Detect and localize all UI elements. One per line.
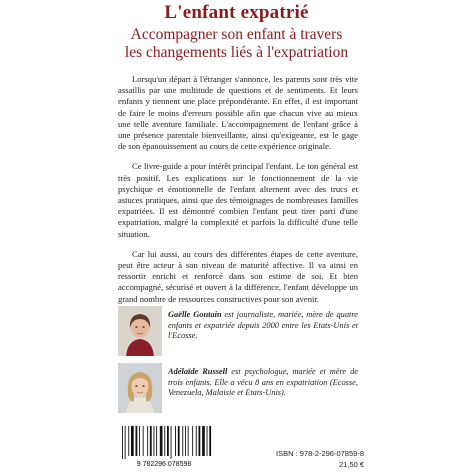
- barcode-bar: [136, 426, 138, 456]
- barcode-bar: [192, 426, 193, 456]
- price: 21,50 €: [338, 460, 364, 469]
- isbn-barcode: [116, 424, 212, 468]
- author-description-goutain: est journaliste, mariée, mère de quatre enfants et expatriée depuis 2000 entre les Etats-Unis et l'Ecosse.: [168, 310, 358, 341]
- isbn-number: ISBN : 978-2-296-07859-8: [276, 449, 364, 458]
- barcode-bar: [185, 426, 186, 456]
- barcode-bar: [131, 426, 134, 456]
- barcode-bar: [199, 426, 201, 456]
- barcode-number: 9 782296 078598: [136, 461, 192, 468]
- blurb-paragraph-3: Car lui aussi, au cours des différentes étapes de cette aventure, peut être acteur à son niveau de maturité affective. Il va ainsi en ressortir enrichi et renforcé dans son estime de soi. Et bien accompagné, sécurisé et ouvert à la différence, l'enfant développe un grand nombre de ressources constructives pour son avenir.: [118, 248, 358, 304]
- barcode-bar: [156, 426, 157, 456]
- barcode-bar: [164, 426, 165, 456]
- barcode-bar: [196, 426, 197, 456]
- author-photo-russell: [118, 363, 162, 413]
- barcode-bar: [122, 426, 123, 459]
- barcode-bar: [150, 426, 152, 456]
- blurb-text: [118, 74, 358, 314]
- barcode-bar: [175, 426, 176, 456]
- author-name-goutain: Gaëlle Goutain: [168, 310, 222, 319]
- author-bio-goutain: [168, 310, 358, 342]
- barcode-bar: [209, 426, 211, 456]
- isbn-price-block: [256, 448, 364, 470]
- barcode-bar: [178, 426, 180, 456]
- barcode-bar: [207, 426, 208, 456]
- barcode-bar: [171, 426, 172, 459]
- barcode-bar: [143, 426, 144, 456]
- author-bio-russell: [168, 367, 358, 399]
- barcode-bar: [167, 426, 169, 456]
- author-photo-goutain: [118, 306, 162, 356]
- barcode-bar: [125, 426, 126, 459]
- author-goutain: [118, 306, 358, 360]
- barcode-bar: [160, 426, 163, 456]
- barcode-bar: [139, 426, 140, 456]
- author-name-russell: Adélaïde Russell: [168, 367, 228, 376]
- subtitle-line-2: les changements liés à l'expatriation: [124, 44, 349, 61]
- barcode-bar: [147, 426, 148, 456]
- author-description-russell: est psychologue, mariée et mère de trois enfants. Elle a vécu 8 ans en expatriation (Ecosse, Venezuela, Malaisie et Etats-Unis).: [168, 367, 358, 398]
- subtitle-line-1: Accompagner son enfant à travers: [130, 26, 343, 43]
- barcode-bar: [128, 426, 129, 456]
- book-title: L'enfant expatrié: [164, 2, 309, 23]
- barcode-bar: [154, 426, 155, 456]
- author-russell: [118, 363, 358, 419]
- barcode-bar: [182, 426, 183, 456]
- barcode-bar: [202, 426, 205, 456]
- blurb-paragraph-1: Lorsqu'un départ à l'étranger s'annonce, les parents sont très vite assaillis par une multitude de questions et de sentiments. Et leurs enfants y tiennent une place prépondérante. En effet, il est important de faire le moins d'erreurs possible afin que chacun vive au mieux une telle aventure familiale. L'accompagnement de l'enfant grâce à une présence parentale bienveillante, ainsi qu'exigeante, est le gage de son épanouissement au cours de cette expérience originale.: [118, 74, 358, 152]
- barcode-bar: [188, 426, 189, 456]
- book-subtitle: [0, 26, 473, 62]
- blurb-paragraph-2: Ce livre-guide a pour intérêt principal l'enfant. Le ton général est très positif. Les explications sur le fonctionnement de la vie psychique et émotionnelle de l'enfant alternent avec des trucs et astuces pratiques, ainsi que des témoignages de nombreuses familles expatriées. Il est démontré combien l'enfant peut tirer parti d'une expatriation, malgré la complexité et parfois la difficulté d'une telle situation.: [118, 161, 358, 239]
